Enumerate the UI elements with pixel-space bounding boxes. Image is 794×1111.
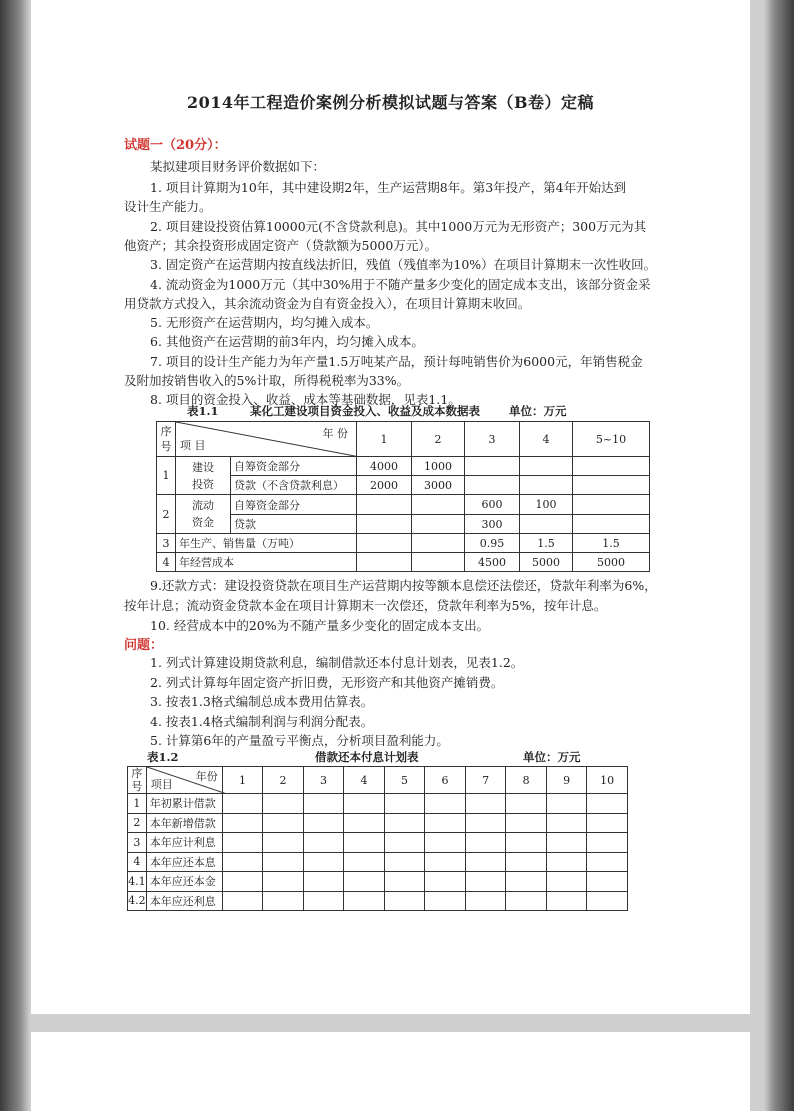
question-line: 1. 列式计算建设期贷款利息，编制借款还本付息计划表，见表1.2。 xyxy=(150,655,524,670)
table1-number: 表1.1 xyxy=(187,404,219,418)
table2-cell xyxy=(263,794,304,814)
table1-year-2: 2 xyxy=(412,422,465,457)
table1-g1-loan-label: 贷款（不含贷款利息） xyxy=(231,476,357,495)
table2-cell xyxy=(222,872,263,892)
table1-year-1: 1 xyxy=(357,422,412,457)
requirement-line: 他资产；其余投资形成固定资产（贷款额为5000万元）。 xyxy=(124,237,438,253)
table1-cell: 1.5 xyxy=(573,534,650,553)
table-row xyxy=(128,891,628,911)
requirement-line: 6. 其他资产在运营期的前3年内，均匀摊入成本。 xyxy=(150,334,424,350)
table1-output-label: 年生产、销售量（万吨） xyxy=(176,534,357,553)
table2-cell xyxy=(344,852,385,872)
table1-cell: 3000 xyxy=(412,476,465,495)
document-page-2 xyxy=(31,1032,750,1111)
table1-cell: 600 xyxy=(465,495,520,515)
table2-title: 借款还本付息计划表 xyxy=(315,750,419,764)
requirement-line: 7. 项目的设计生产能力为年产量1.5万吨某产品，预计每吨销售价为6000元，年销售税金 xyxy=(150,353,643,369)
table2-cell xyxy=(384,833,425,853)
table1-group-working-capital: 流动资金 xyxy=(176,495,231,534)
table2-cell xyxy=(546,813,587,833)
table2-cell xyxy=(303,813,344,833)
table2-cell xyxy=(465,872,506,892)
table1-g2-own-funds-label: 自筹资金部分 xyxy=(231,495,357,515)
table1-header-item: 项 目 xyxy=(180,439,206,452)
table1-unit: 单位：万元 xyxy=(509,404,567,418)
question-line: 5. 计算第6年的产量盈亏平衡点，分析项目盈利能力。 xyxy=(150,733,449,748)
table2-seq: 1 xyxy=(128,794,147,814)
table2-cell xyxy=(263,833,304,853)
repayment-term-line: 按年计息；流动资金贷款本金在项目计算期末一次偿还，贷款年利率为5%，按年计息。 xyxy=(124,598,607,613)
table2-cell xyxy=(303,891,344,911)
table1-cell xyxy=(412,515,465,534)
table2-cell xyxy=(303,872,344,892)
table2-cell xyxy=(546,794,587,814)
question-line: 2. 列式计算每年固定资产折旧费，无形资产和其他资产摊销费。 xyxy=(150,674,504,690)
table2-year-3: 3 xyxy=(303,767,344,794)
repayment-term-line: 10. 经营成本中的20%为不随产量多少变化的固定成本支出。 xyxy=(150,618,490,633)
table1-cell xyxy=(412,495,465,515)
table1-cell xyxy=(412,534,465,553)
table2-cell xyxy=(465,833,506,853)
table1-header-seq: 序号 xyxy=(157,422,176,457)
table2-unit: 单位：万元 xyxy=(523,750,581,764)
table-row xyxy=(128,833,628,853)
table2-cell xyxy=(344,891,385,911)
table1-cell: 0.95 xyxy=(465,534,520,553)
table2-header-item: 项目 xyxy=(150,778,173,791)
table2-header-diagonal xyxy=(146,767,222,794)
table2-cell xyxy=(344,794,385,814)
table2-seq: 4.1 xyxy=(128,872,147,892)
table1-cell: 300 xyxy=(465,515,520,534)
table2-year-1: 1 xyxy=(222,767,263,794)
table1-cell: 5000 xyxy=(520,553,573,572)
table1-year-3: 3 xyxy=(465,422,520,457)
table2-cell xyxy=(465,891,506,911)
table1-seq-1: 1 xyxy=(157,457,176,495)
table2-cell xyxy=(506,891,547,911)
table1-header-diagonal xyxy=(176,422,357,457)
table1-cell xyxy=(357,534,412,553)
table2-year-2: 2 xyxy=(263,767,304,794)
table2-cell xyxy=(384,891,425,911)
table2-cell xyxy=(587,833,628,853)
table1-cell xyxy=(357,515,412,534)
table1-cell xyxy=(573,495,650,515)
table-row xyxy=(128,872,628,892)
question-one-heading: 试题一（20分）： xyxy=(124,138,227,153)
table1-g1-own-funds-label: 自筹资金部分 xyxy=(231,457,357,476)
table1-cell xyxy=(357,553,412,572)
table2-row-label: 本年应还本息 xyxy=(146,852,222,872)
questions-heading: 问题： xyxy=(124,638,164,653)
table2-cell xyxy=(222,852,263,872)
table2-cell xyxy=(303,794,344,814)
table2-cell xyxy=(546,872,587,892)
table2-cell xyxy=(263,891,304,911)
table2-cell xyxy=(425,891,466,911)
table1-cell xyxy=(573,476,650,495)
table1-operating-cost-label: 年经营成本 xyxy=(176,553,357,572)
table2-cell xyxy=(263,872,304,892)
table2-cell xyxy=(344,813,385,833)
table1-cell xyxy=(465,457,520,476)
table2-cell xyxy=(506,833,547,853)
table2-year-9: 9 xyxy=(546,767,587,794)
table1-cell: 1000 xyxy=(412,457,465,476)
table2-year-8: 8 xyxy=(506,767,547,794)
table1-year-5-10: 5~10 xyxy=(573,422,650,457)
table-row xyxy=(128,813,628,833)
table2-header-seq: 序号 xyxy=(128,767,147,794)
table2-cell xyxy=(425,872,466,892)
table2-cell xyxy=(546,852,587,872)
table2-cell xyxy=(425,794,466,814)
table1-cell: 100 xyxy=(520,495,573,515)
table2-cell xyxy=(587,891,628,911)
table2-cell xyxy=(222,833,263,853)
table2-cell xyxy=(222,813,263,833)
table2-year-10: 10 xyxy=(587,767,628,794)
table2-row-label: 本年应还本金 xyxy=(146,872,222,892)
table2-year-7: 7 xyxy=(465,767,506,794)
table2-cell xyxy=(222,891,263,911)
requirement-line: 2. 项目建设投资估算10000元(不含贷款利息)。其中1000万元为无形资产；300万元为其 xyxy=(150,218,647,234)
table1-title: 某化工建设项目资金投入、收益及成本数据表 xyxy=(250,404,480,418)
table1-cell xyxy=(573,515,650,534)
table1-seq-4: 4 xyxy=(157,553,176,572)
requirement-line: 用贷款方式投入，其余流动资金为自有资金投入），在项目计算期末收回。 xyxy=(124,295,531,311)
table2-seq: 4 xyxy=(128,852,147,872)
requirement-line: 4. 流动资金为1000万元（其中30%用于不随产量多少变化的固定成本支出，该部分资金采 xyxy=(150,276,651,292)
table1-seq-3: 3 xyxy=(157,534,176,553)
table1-cell xyxy=(357,495,412,515)
table1-g2-loan-label: 贷款 xyxy=(231,515,357,534)
table2-cell xyxy=(263,852,304,872)
question-line: 3. 按表1.3格式编制总成本费用估算表。 xyxy=(150,694,374,709)
table2-cell xyxy=(465,794,506,814)
table1-cell xyxy=(520,515,573,534)
table2-number: 表1.2 xyxy=(147,750,179,764)
table2-year-6: 6 xyxy=(425,767,466,794)
table2-row-label: 年初累计借款 xyxy=(146,794,222,814)
table2-cell xyxy=(384,794,425,814)
requirement-line: 3. 固定资产在运营期内按直线法折旧，残值（残值率为10%）在项目计算期末一次性收回。 xyxy=(150,257,657,273)
requirement-line: 5. 无形资产在运营期内，均匀摊入成本。 xyxy=(150,315,379,331)
table1-cell xyxy=(573,457,650,476)
table2-year-5: 5 xyxy=(384,767,425,794)
question-line: 4. 按表1.4格式编制利润与利润分配表。 xyxy=(150,713,374,729)
table2-cell xyxy=(303,833,344,853)
table2-cell xyxy=(263,813,304,833)
table2-cell xyxy=(546,891,587,911)
table2-row-label: 本年新增借款 xyxy=(146,813,222,833)
table2-cell xyxy=(425,833,466,853)
table-row xyxy=(128,794,628,814)
table2-seq: 4.2 xyxy=(128,891,147,911)
table1-cell: 2000 xyxy=(357,476,412,495)
table2-cell xyxy=(222,794,263,814)
table2-cell xyxy=(344,872,385,892)
table2-cell xyxy=(546,833,587,853)
table2-cell xyxy=(506,813,547,833)
table2-cell xyxy=(425,813,466,833)
table2-cell xyxy=(465,813,506,833)
table2-cell xyxy=(384,852,425,872)
table1-cell: 5000 xyxy=(573,553,650,572)
table1-cell xyxy=(412,553,465,572)
requirement-line: 及附加按销售收入的5%计取，所得税税率为33%。 xyxy=(124,373,410,388)
repayment-term-line: 9.还款方式：建设投资贷款在项目生产运营期内按等额本息偿还法偿还，贷款年利率为6%， xyxy=(150,578,657,593)
table2-cell xyxy=(465,852,506,872)
table2-row-label: 本年应计利息 xyxy=(146,833,222,853)
table2-cell xyxy=(587,872,628,892)
table2-cell xyxy=(506,872,547,892)
table2-cell xyxy=(587,794,628,814)
table1-cell: 4000 xyxy=(357,457,412,476)
loan-repayment-table xyxy=(127,766,628,911)
table2-row-label: 本年应还利息 xyxy=(146,891,222,911)
table1-cell: 1.5 xyxy=(520,534,573,553)
table1-cell: 4500 xyxy=(465,553,520,572)
table-row xyxy=(128,852,628,872)
requirement-line: 1. 项目计算期为10年，其中建设期2年，生产运营期8年。第3年投产，第4年开始达到 xyxy=(150,180,627,195)
requirement-line: 8. 项目的资金投入、收益、成本等基础数据，见表1.1。 xyxy=(150,392,461,408)
table2-cell xyxy=(425,852,466,872)
table2-seq: 3 xyxy=(128,833,147,853)
table2-seq: 2 xyxy=(128,813,147,833)
intro-text: 某拟建项目财务评价数据如下： xyxy=(150,159,326,174)
document-title: 2014年工程造价案例分析模拟试题与答案（B卷）定稿 xyxy=(186,93,595,112)
table2-cell xyxy=(344,833,385,853)
project-data-table xyxy=(156,421,650,572)
table2-cell xyxy=(506,794,547,814)
document-page-1 xyxy=(31,0,750,1014)
table1-header-year: 年 份 xyxy=(322,427,348,440)
table2-year-4: 4 xyxy=(344,767,385,794)
table1-cell xyxy=(520,457,573,476)
table2-cell xyxy=(384,813,425,833)
table2-header-year: 年份 xyxy=(195,770,218,783)
requirement-line: 设计生产能力。 xyxy=(124,199,212,215)
table1-group-construction: 建设投资 xyxy=(176,457,231,495)
table1-cell xyxy=(465,476,520,495)
table2-cell xyxy=(587,813,628,833)
table2-cell xyxy=(506,852,547,872)
table1-year-4: 4 xyxy=(520,422,573,457)
table2-cell xyxy=(384,872,425,892)
table2-cell xyxy=(587,852,628,872)
table1-cell xyxy=(520,476,573,495)
table1-seq-2: 2 xyxy=(157,495,176,534)
table2-cell xyxy=(303,852,344,872)
